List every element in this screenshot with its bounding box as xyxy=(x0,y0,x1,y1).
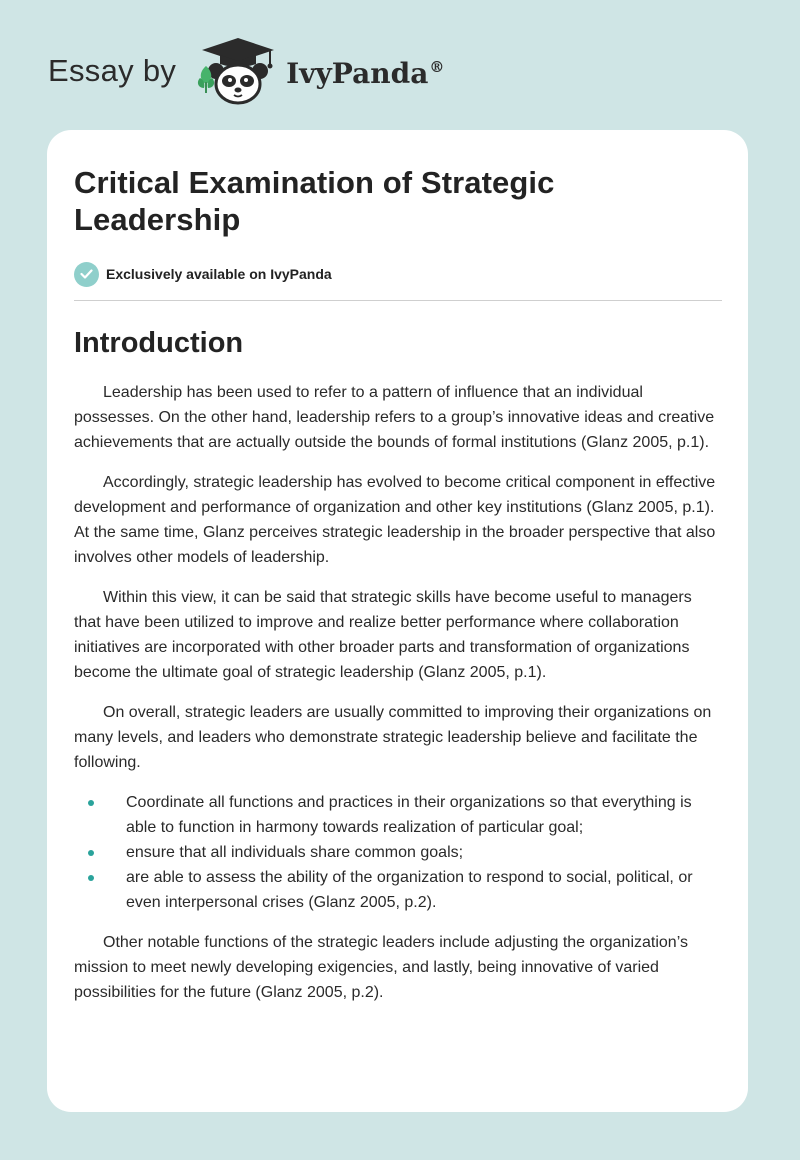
section-heading: Introduction xyxy=(74,327,244,359)
paragraph: Within this view, it can be said that strategic skills have become useful to managers that have been utilized to improve and realize better performance where collaboration initiatives are incorporated with other broader parts and transformation of organizations become the ultimate goal of strategic leadership (Glanz 2005, p.1). xyxy=(74,589,692,681)
essay-card xyxy=(47,130,748,1112)
brand-prefix: Essay by xyxy=(48,53,177,88)
paragraph: Accordingly, strategic leadership has evolved to become critical component in effective development and performance of organization and other key institutions (Glanz 2005, p.1). At the same time, Glanz perceives strategic leadership in the broader perspective that also involves other models of leadership. xyxy=(74,474,716,566)
brand-name[interactable]: IvyPanda® xyxy=(286,56,445,90)
bullet-dot-icon xyxy=(88,875,94,881)
list-item: are able to assess the ability of the organization to respond to social, political, or even interpersonal crises (Glanz 2005, p.2). xyxy=(74,865,722,915)
exclusive-label: Exclusively available on IvyPanda xyxy=(106,266,332,282)
bullet-list xyxy=(74,790,722,915)
brand-header xyxy=(48,34,444,106)
paragraph: Leadership has been used to refer to a pattern of influence that an individual possesses. On the other hand, leadership refers to a group’s innovative ideas and creative achievements that are actually outside the bounds of formal institutions (Glanz 2005, p.1). xyxy=(74,384,715,451)
list-item: ensure that all individuals share common goals; xyxy=(74,840,722,865)
bullet-dot-icon xyxy=(88,850,94,856)
ivy-leaf-icon xyxy=(196,64,216,94)
list-item: Coordinate all functions and practices in their organizations so that everything is able to function in harmony towards realization of particular goal; xyxy=(74,790,722,840)
registered-mark: ® xyxy=(429,58,445,77)
page-title: Critical Examination of Strategic Leadership xyxy=(74,165,555,237)
divider xyxy=(74,300,722,301)
bullet-dot-icon xyxy=(88,800,94,806)
closing-paragraph: Other notable functions of the strategic leaders include adjusting the organization’s mission to meet newly developing exigencies, and lastly, being innovative of varied possibilities for the future (Glanz 2005, p.2). xyxy=(74,934,688,1001)
paragraph: On overall, strategic leaders are usually committed to improving their organizations on many levels, and leaders who demonstrate strategic leadership believe and facilitate the following. xyxy=(74,704,712,771)
exclusive-badge xyxy=(74,261,722,287)
check-icon xyxy=(74,262,99,287)
